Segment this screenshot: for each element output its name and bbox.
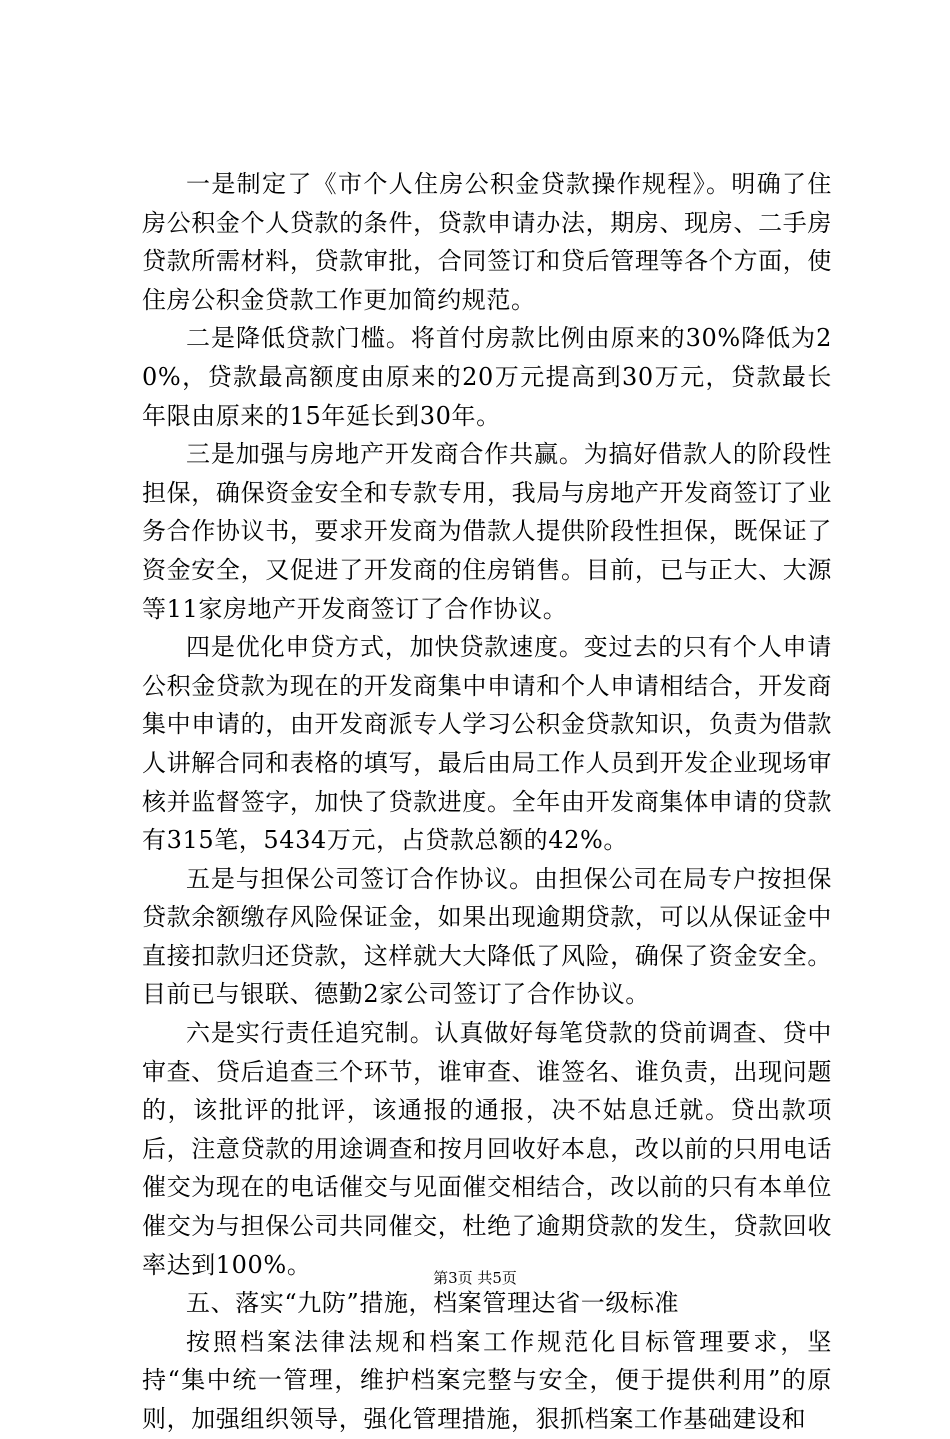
page-number: 第3页 共5页 [433,1269,517,1287]
page-footer [0,1268,950,1288]
paragraph-5: 五是与担保公司签订合作协议。由担保公司在局专户按担保贷款余额缴存风险保证金，如果出现逾期贷款，可以从保证金中直接扣款归还贷款，这样就大大降低了风险，确保了资金安全。目前已与银联、德勤2家公司签订了合作协议。 [142,864,832,1009]
paragraph-1: 一是制定了《市个人住房公积金贷款操作规程》。明确了住房公积金个人贷款的条件，贷款申请办法，期房、现房、二手房贷款所需材料，贷款审批，合同签订和贷后管理等各个方面，使住房公积金贷款工作更加简约规范。 [142,170,832,314]
document-body [142,165,832,1439]
paragraph-4: 四是优化申贷方式，加快贷款速度。变过去的只有个人申请公积金贷款为现在的开发商集中申请和个人申请相结合，开发商集中申请的，由开发商派专人学习公积金贷款知识，负责为借款人讲解合同和表格的填写，最后由局工作人员到开发企业现场审核并监督签字，加快了贷款进度。全年由开发商集体申请的贷款有315笔，5434万元，占贷款总额的42%。 [142,633,832,855]
paragraph-7: 按照档案法律法规和档案工作规范化目标管理要求，坚持“集中统一管理，维护档案完整与安全，便于提供利用”的原则，加强组织领导，强化管理措施，狠抓档案工作基础建设和 [142,1327,832,1433]
paragraph-2: 二是降低贷款门槛。将首付房款比例由原来的30%降低为20%，贷款最高额度由原来的20万元提高到30万元，贷款最长年限由原来的15年延长到30年。 [142,324,832,430]
paragraph-6: 六是实行责任追究制。认真做好每笔贷款的贷前调查、贷中审查、贷后追查三个环节，谁审查、谁签名、谁负责，出现问题的，该批评的批评，该通报的通报，决不姑息迁就。贷出款项后，注意贷款的用途调查和按月回收好本息，改以前的只用电话催交为现在的电话催交与见面催交相结合，改以前的只有本单位催交为与担保公司共同催交，杜绝了逾期贷款的发生，贷款回收率达到100%。 [142,1019,832,1279]
paragraph-3: 三是加强与房地产开发商合作共赢。为搞好借款人的阶段性担保，确保资金安全和专款专用，我局与房地产开发商签订了业务合作协议书，要求开发商为借款人提供阶段性担保，既保证了资金安全，又促进了开发商的住房销售。目前，已与正大、大源等11家房地产开发商签订了合作协议。 [142,440,832,623]
section-heading: 五、落实“九防”措施，档案管理达省一级标准 [186,1289,680,1318]
